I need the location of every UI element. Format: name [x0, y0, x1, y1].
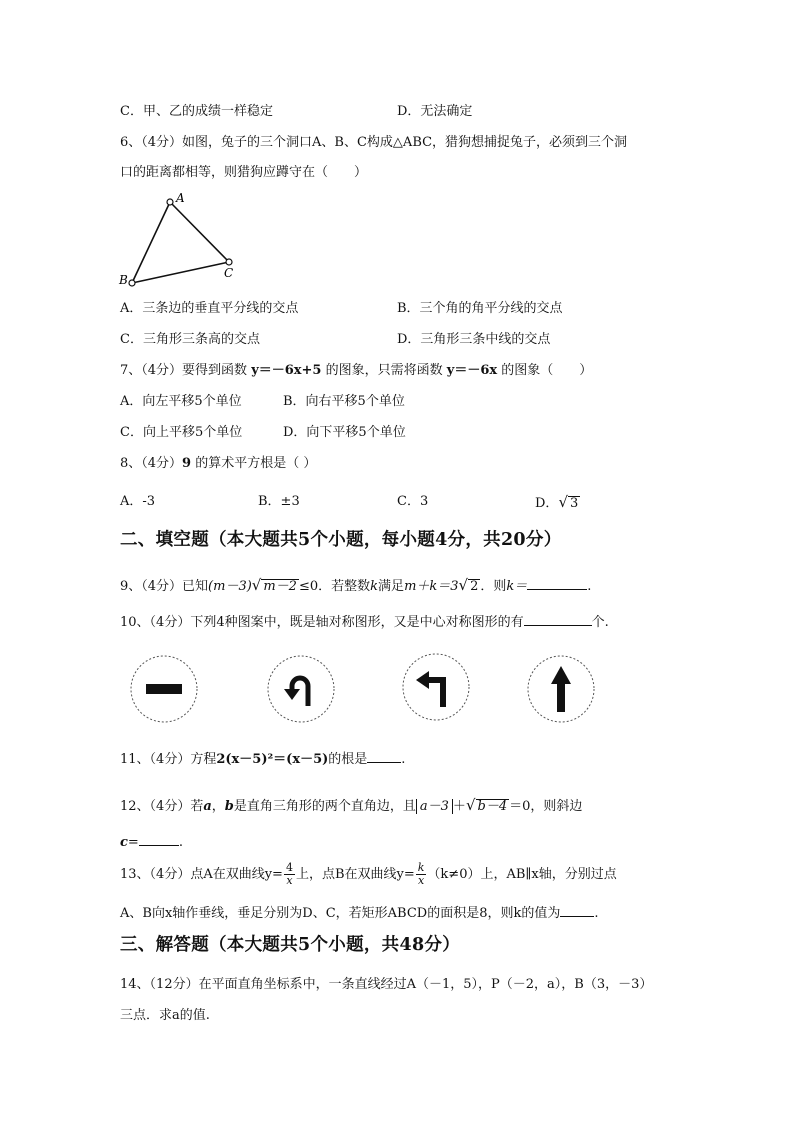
sqrt-icon: √ [251, 576, 262, 594]
sign-turn-left [401, 652, 471, 722]
q12-comma: ， [211, 799, 225, 814]
q8-option-a: A．-3 [120, 494, 156, 509]
q9-mid: ．若整数 [318, 579, 371, 594]
q10-answer-blank[interactable] [524, 612, 592, 626]
q13-frac1-den: x [286, 874, 293, 887]
q13-prefix: 13、（4分）点A在双曲线y= [120, 867, 283, 882]
q11-suffix: 的根是 [328, 752, 368, 767]
q5-option-d: D．无法确定 [397, 104, 473, 119]
q6-stem-line2: 口的距离都相等，则猎狗应蹲守在（ ） [120, 165, 368, 180]
q12-b: b [224, 799, 234, 814]
q6-option-d: D．三角形三条中线的交点 [397, 332, 551, 347]
q7-func2: y＝－6x [446, 363, 498, 378]
q8-option-d-radicand: 3 [570, 496, 579, 511]
q13-end: . [594, 906, 599, 921]
q11-prefix: 11、（4分）方程 [120, 752, 217, 767]
q6-option-a: A．三条边的垂直平分线的交点 [120, 301, 299, 316]
q13-stem [120, 858, 617, 892]
label-a: A [176, 191, 185, 205]
q12-radicand: b－4 [477, 799, 508, 814]
triangle-side-bc [132, 262, 229, 283]
q13-fraction-1 [284, 862, 295, 887]
q12-end: . [178, 835, 183, 850]
q8-option-b: B．±3 [258, 494, 300, 509]
q12-eq0: ＝0 [509, 799, 531, 814]
q6-option-b: B．三个角的角平分线的交点 [397, 301, 563, 316]
q11-answer-blank[interactable] [367, 749, 401, 763]
q7-prefix: 7、（4分）要得到函数 [120, 363, 248, 378]
sqrt-icon: √ [465, 796, 476, 814]
q11-end: . [401, 752, 406, 767]
q9-radicand: m－2 [263, 579, 297, 594]
q9-ineq: ≤0 [298, 579, 319, 594]
q13-line2 [120, 903, 598, 923]
q14-stem-line2: 三点．求a的值. [120, 1008, 210, 1023]
q12-c: c [120, 835, 128, 850]
q7-suffix: 的图象（ ） [501, 363, 593, 378]
q8-option-d-label: D． [535, 496, 559, 511]
q8-prefix: 8、（4分） [120, 456, 183, 471]
label-c: C [224, 266, 234, 280]
q12-mid: 是直角三角形的两个直角边，且 [233, 799, 416, 814]
q7-option-c: C．向上平移5个单位 [120, 425, 243, 440]
q9-k2: k＝ [506, 579, 528, 594]
q11-stem [120, 749, 405, 769]
triangle-figure [115, 190, 245, 290]
q11-equation: 2(x－5)²＝(x－5) [216, 752, 329, 767]
q7-option-b: B．向右平移5个单位 [283, 394, 405, 409]
sign-straight [526, 654, 596, 724]
q12-prefix: 12、（4分）若 [120, 799, 204, 814]
q9-stem [120, 576, 591, 596]
q12-eq: = [127, 835, 139, 850]
q12-line2 [120, 832, 183, 852]
q12-answer-blank[interactable] [139, 832, 179, 846]
q13-fraction-2 [416, 862, 427, 887]
label-b: B [119, 273, 128, 287]
q13-mid: 上，点B在双曲线y= [295, 867, 415, 882]
q12-stem: 12、（4分）若a，b是直角三角形的两个直角边，且 a－3 ＋√ b－4 ＝0，则斜边 [120, 796, 583, 814]
sqrt-icon: √ [458, 576, 469, 594]
q7-mid: 的图象，只需将函数 [325, 363, 443, 378]
q9-eq-left: m＋k＝3 [404, 579, 459, 594]
q13-line2-text: A、B向x轴作垂线，垂足分别为D、C，若矩形ABCD的面积是8，则k的值为 [120, 906, 561, 921]
q12-suffix: ，则斜边 [530, 799, 583, 814]
section-3-heading: 三、解答题（本大题共5个小题，共48分） [120, 935, 461, 955]
vertex-c [226, 259, 232, 265]
q13-answer-blank[interactable] [560, 903, 594, 917]
q13-frac2-den: x [417, 874, 425, 887]
q8-option-d [535, 493, 580, 513]
q14-stem-line1: 14、（12分）在平面直角坐标系中，一条直线经过A（－1，5），P（－2，a），B（3，－3） [120, 977, 653, 992]
q9-end: . [587, 579, 592, 594]
triangle-side-ac [170, 202, 229, 262]
q6-option-c: C．三角形三条高的交点 [120, 332, 260, 347]
q9-answer-blank[interactable] [527, 576, 587, 590]
q7-option-d: D．向下平移5个单位 [283, 425, 406, 440]
q9-k: k [370, 579, 379, 594]
q8-text: 的算术平方根是（ ） [195, 456, 317, 471]
q7-stem [120, 362, 592, 380]
q9-eq-radicand: 2 [470, 579, 479, 594]
q8-stem [120, 455, 316, 473]
q13-mid2: （k≠0）上，AB∥x轴，分别过点 [427, 867, 617, 882]
sqrt-icon: √ [558, 493, 568, 511]
q9-mid2: 满足 [378, 579, 405, 594]
q10-unit: 个. [591, 615, 609, 630]
q12-a: a [203, 799, 212, 814]
q9-then: ．则 [480, 579, 507, 594]
sign-no-entry [129, 654, 199, 724]
q5-option-c: C．甲、乙的成绩一样稳定 [120, 104, 273, 119]
q9-prefix: 9、（4分）已知 [120, 579, 209, 594]
q10-stem [120, 612, 609, 632]
q12-abs: a－3 [416, 799, 453, 814]
q13-frac1-num: 4 [285, 861, 293, 874]
q9-paren: (m－3) [208, 579, 252, 594]
vertex-b [129, 280, 135, 286]
section-2-heading: 二、填空题（本大题共5个小题，每小题4分，共20分） [120, 530, 562, 550]
q13-frac2-num: k [417, 861, 425, 874]
vertex-a [167, 199, 173, 205]
q8-number: 9 [182, 456, 192, 471]
q8-option-c: C．3 [397, 494, 429, 509]
q6-stem-line1: 6、（4分）如图，兔子的三个洞口A、B、C构成△ABC，猎狗想捕捉兔子，必须到三个洞 [120, 135, 628, 150]
q7-option-a: A．向左平移5个单位 [120, 394, 242, 409]
sign-u-turn [266, 654, 336, 724]
q10-text: 10、（4分）下列4种图案中，既是轴对称图形，又是中心对称图形的有 [120, 615, 524, 630]
q7-func1: y＝－6x+5 [251, 363, 322, 378]
triangle-side-ab [132, 202, 170, 283]
